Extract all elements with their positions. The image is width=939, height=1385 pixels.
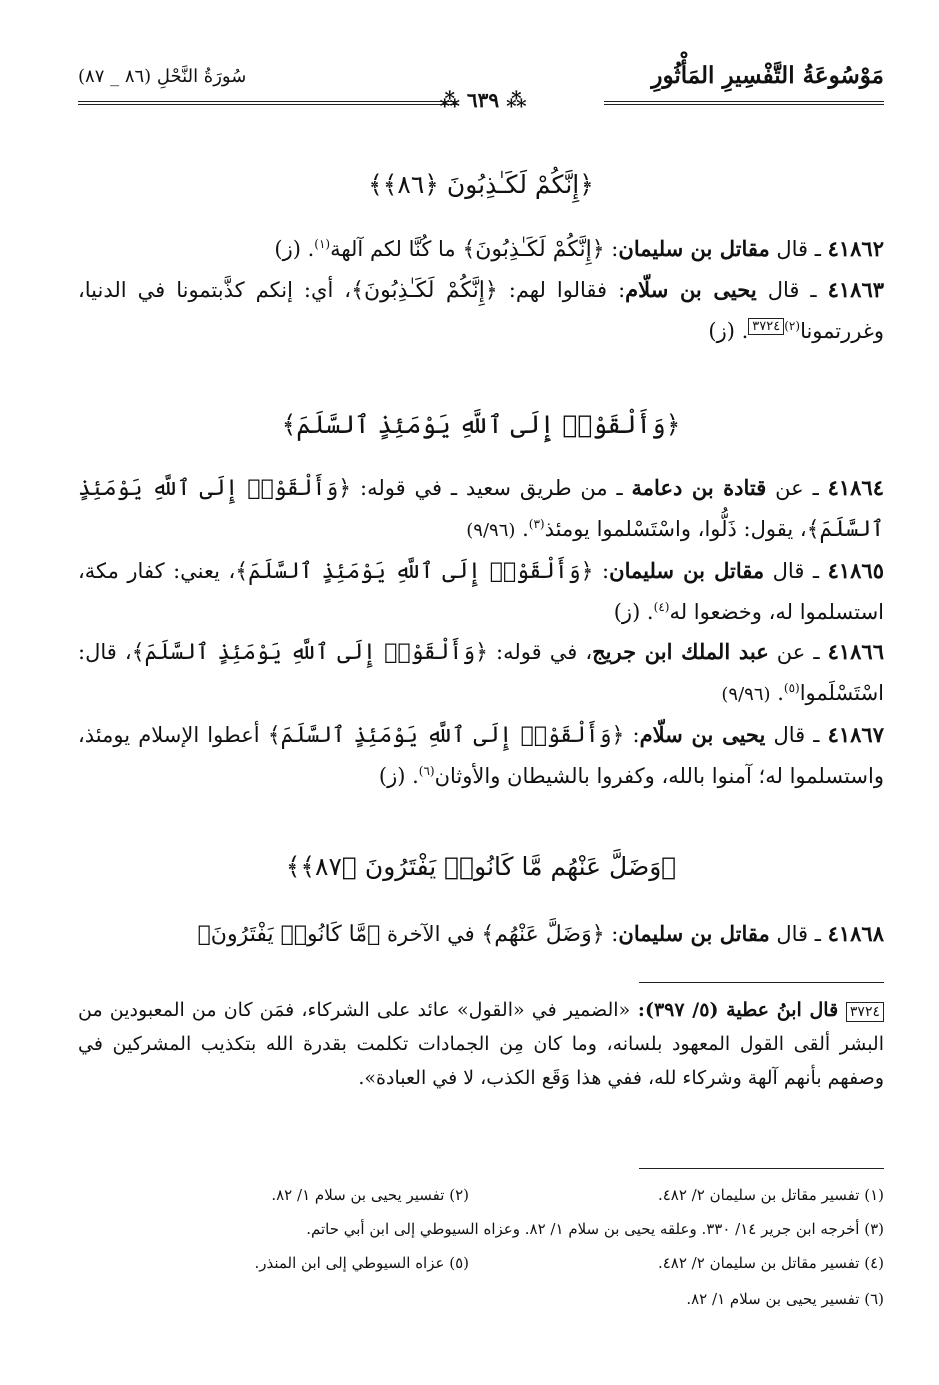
entry-intro: ـ عن (766, 476, 828, 500)
ayah-heading-3: ﴿وَضَلَّ عَنْهُم مَّا كَانُوا۟ يَفْتَرُونَ ﴿٨٧﴾﴾ (285, 852, 677, 881)
quran-quote: ﴿وَضَلَّ عَنْهُم﴾ (481, 922, 605, 947)
quran-quote: ﴿وَأَلْقَوْا۟ إِلَى ٱللَّهِ يَوْمَئِذٍ ٱلسَّلَمَ﴾ (131, 640, 488, 665)
footnote-2: (٢) تفسير يحيى بن سلام ١/ ٨٢. (271, 1186, 469, 1204)
header-rule-left (78, 101, 458, 105)
narrator-name: يحيى بن سلّام (639, 722, 766, 747)
quran-quote: ﴿وَأَلْقَوْا۟ إِلَى ٱللَّهِ يَوْمَئِذٍ ٱلسَّلَمَ﴾ (235, 559, 594, 584)
entry-text: ، قال: اسْتَسْلَموا (78, 640, 884, 705)
entry-after-name: : فقالوا لهم: (497, 278, 626, 302)
narrator-name: قتادة بن دعامة (631, 475, 767, 500)
entry-source: . (ز) (613, 600, 654, 624)
book-title: مَوْسُوعَةُ التَّفْسِيرِ المَأْثُورِ (651, 62, 884, 89)
footnote-marker[interactable]: (٤) (653, 600, 670, 614)
entry-number: ٤١٨٦٢ (827, 236, 884, 261)
footnote-marker[interactable]: (٢) (784, 319, 801, 333)
entry-intro: ـ قال (769, 237, 828, 261)
entry-number: ٤١٨٦٦ (827, 639, 884, 664)
quran-quote: ﴿إِنَّكُمْ لَكَـٰذِبُونَ﴾ (351, 278, 498, 303)
entry-text: ما كُنَّا لكم آلهة (330, 237, 463, 261)
entry-intro: ـ قال (756, 278, 828, 302)
ayah-heading-2: ﴿وَأَلْقَوْا۟ إِلَى ٱللَّهِ يَوْمَئِذٍ ٱلسَّلَمَ﴾ (281, 410, 681, 439)
footnote-5: (٥) عزاه السيوطي إلى ابن المنذر. (254, 1254, 469, 1272)
footnotes-separator (639, 1168, 884, 1169)
entry-number: ٤١٨٦٧ (827, 722, 884, 747)
page-number: ⁂ ٦٣٩ ⁂ (439, 88, 527, 112)
entry-number: ٤١٨٦٣ (827, 277, 885, 302)
running-header (78, 62, 884, 112)
footnote-4: (٤) تفسير مقاتل بن سليمان ٢/ ٤٨٢. (657, 1254, 884, 1272)
footnote-marker[interactable]: (٣) (528, 517, 545, 531)
entry-text: ، يقول: ذَلُّوا، واسْتَسْلموا يومئذ (544, 517, 807, 541)
section-2-text (78, 468, 884, 796)
entry-source: . (515, 517, 529, 541)
commentary-number-box: ٣٧٢٤ (846, 1002, 884, 1022)
entry-after-name: : (624, 723, 640, 747)
narrator-name: مقاتل بن سليمان (609, 558, 765, 583)
section-3-text (78, 914, 884, 955)
entry-after-name: : (593, 559, 610, 583)
commentary-separator (639, 982, 884, 983)
entry-text: في الآخرة (380, 922, 482, 946)
entry-after-name: ـ من طريق سعيد ـ في قوله: (351, 476, 632, 500)
entry-41863 (78, 270, 884, 351)
footnote-3: (٣) أخرجه ابن جرير ١٤/ ٣٣٠. وعلقه يحيى بن سلام ١/ ٨٢. وعزاه السيوطي إلى ابن أبي حاتم. (306, 1220, 884, 1238)
surah-label: سُورَةُ النَّحْلِ (٨٦ _ ٨٧) (78, 66, 247, 87)
page-number-value: ٦٣٩ (466, 88, 500, 112)
entry-after-name: : (604, 922, 619, 946)
entry-number: ٤١٨٦٥ (827, 558, 884, 583)
entry-intro: ـ عن (768, 640, 828, 664)
entry-source: . (ز) (708, 319, 749, 343)
quran-quote: ﴿وَأَلْقَوْا۟ إِلَى ٱللَّهِ يَوْمَئِذٍ ٱلسَّلَمَ﴾ (78, 476, 884, 542)
commentary-reference-box[interactable]: ٣٧٢٤ (748, 318, 784, 335)
entry-intro: ـ قال (764, 559, 828, 583)
entry-number: ٤١٨٦٨ (827, 921, 884, 946)
footnote-marker[interactable]: (١) (314, 237, 331, 251)
volume-reference: (٩/٩٦) (466, 520, 516, 541)
commentary-block (78, 993, 884, 1095)
entry-number: ٤١٨٦٤ (827, 475, 884, 500)
commentary-lead: قال ابنُ عطية (٥/ ٣٩٧): (630, 999, 846, 1021)
entry-text: ، أي: إنكم كذَّبتمونا في الدنيا، وغررتمونا (78, 278, 884, 343)
ayah-heading-1: ﴿إِنَّكُمْ لَكَـٰذِبُونَ ﴿٨٦﴾﴾ (368, 170, 594, 199)
narrator-name: عبد الملك ابن جريج (592, 639, 769, 664)
entry-intro: ـ قال (769, 922, 828, 946)
section-1-text (78, 229, 884, 351)
commentary-text: «الضمير في «القول» عائد على الشركاء، فمَن كان من المعبودين من البشر ألقى القول المعهود بلسانه، وما كان مِن الجمادات تكلمت بقدرة الله بتكذيب المشركين في وصفهم بأنهم آلهة وشركاء لله، ففي هذا وَقَع الكذب، لا في العبادة». (78, 999, 884, 1089)
entry-text: ، يعني: كفار مكة، استسلموا له، وخضعوا له (78, 559, 884, 624)
narrator-name: مقاتل بن سليمان (618, 236, 770, 261)
entry-41862 (78, 229, 884, 270)
quran-quote: ﴿مَّا كَانُوا۟ يَفْتَرُونَ﴾ (197, 922, 381, 947)
narrator-name: مقاتل بن سليمان (618, 921, 770, 946)
narrator-name: يحيى بن سلّام (625, 277, 757, 302)
quran-quote: ﴿وَأَلْقَوْا۟ إِلَى ٱللَّهِ يَوْمَئِذٍ ٱلسَّلَمَ﴾ (267, 723, 625, 748)
entry-text: أعطوا الإسلام يومئذ، واستسلموا له؛ آمنوا بالله، وكفروا بالشيطان والأوثان (78, 723, 884, 788)
header-rule-right (604, 101, 884, 105)
footnote-marker[interactable]: (٥) (783, 681, 800, 695)
entry-after-name: : (604, 237, 619, 261)
entry-41868 (78, 914, 884, 955)
entry-intro: ـ قال (765, 723, 828, 747)
entry-source: . (770, 681, 784, 705)
volume-reference: (٩/٩٦) (721, 684, 771, 705)
footnote-6: (٦) تفسير يحيى بن سلام ١/ ٨٢. (686, 1290, 884, 1308)
entry-41865 (78, 551, 884, 632)
entry-source: . (ز) (274, 237, 315, 261)
entry-41866 (78, 632, 884, 715)
footnote-1: (١) تفسير مقاتل بن سليمان ٢/ ٤٨٢. (657, 1186, 884, 1204)
quran-quote: ﴿إِنَّكُمْ لَكَـٰذِبُونَ﴾ (462, 237, 605, 262)
entry-41867 (78, 715, 884, 796)
entry-source: . (ز) (378, 764, 419, 788)
entry-after-name: ، في قوله: (488, 640, 593, 664)
entry-41864 (78, 468, 884, 551)
footnote-marker[interactable]: (٦) (418, 764, 435, 778)
